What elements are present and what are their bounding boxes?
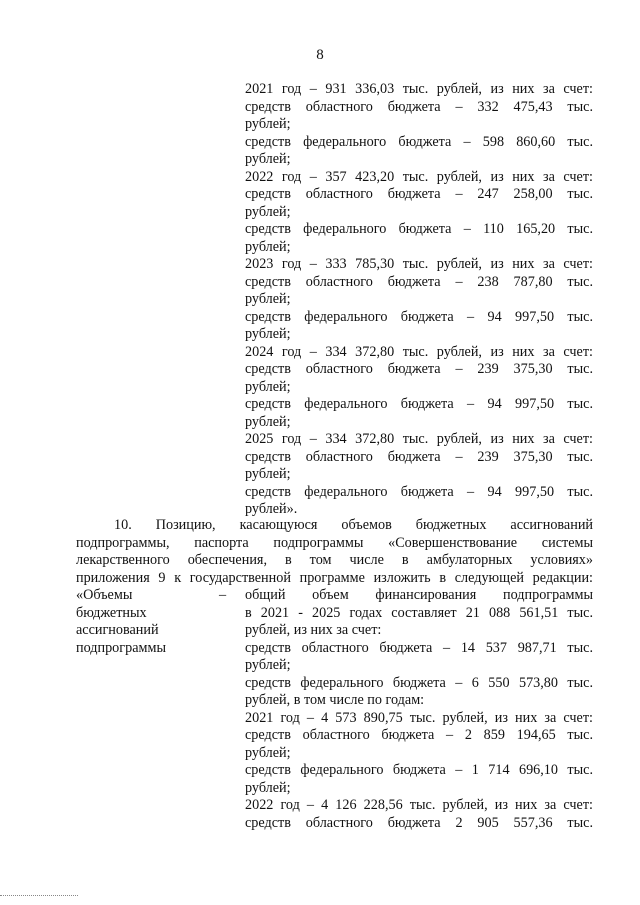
- text-line: 2023 год – 333 785,30 тыс. рублей, из них за счет:: [245, 256, 593, 272]
- text-line: 10. Позицию, касающуюся объемов бюджетных ассигнований: [114, 517, 593, 533]
- text-line: 2021 год – 4 573 890,75 тыс. рублей, из них за счет:: [245, 709, 593, 726]
- text-line: средств областного бюджета – 2 859 194,65 тыс.: [245, 727, 593, 743]
- text-line: 2024 год – 334 372,80 тыс. рублей, из них за счет:: [245, 343, 593, 360]
- text-line: средств федерального бюджета – 94 997,50 тыс.: [245, 483, 593, 500]
- subprogram-funding-block: [245, 587, 593, 832]
- text-line: рублей;: [245, 378, 291, 395]
- text-line: рублей».: [245, 501, 298, 517]
- text-line: рублей;: [245, 466, 291, 482]
- text-line: средств областного бюджета – 238 787,80 тыс.: [245, 273, 593, 290]
- text-line: 2025 год – 334 372,80 тыс. рублей, из них за счет:: [245, 431, 593, 447]
- text-line: средств федерального бюджета – 6 550 573,80 тыс.: [245, 674, 593, 691]
- text-line: ассигнований: [76, 622, 159, 638]
- text-line: приложения 9 к государственной программе изложить в следующей редакции:: [76, 569, 593, 586]
- text-line: бюджетных: [76, 604, 147, 621]
- text-line: средств областного бюджета – 14 537 987,71 тыс.: [245, 639, 593, 656]
- text-line: «Объемы: [76, 587, 133, 603]
- text-line: общий объем финансирования подпрограммы: [245, 587, 593, 603]
- paragraph-10: [76, 517, 593, 587]
- text-line: подпрограммы, паспорта подпрограммы «Совершенствование системы: [76, 534, 593, 551]
- footer-divider: [0, 895, 78, 896]
- budget-allocation-label: [76, 587, 226, 657]
- text-line: рублей;: [245, 744, 291, 761]
- text-line: в 2021 - 2025 годах составляет 21 088 561,51 тыс.: [245, 604, 593, 621]
- text-line: рублей;: [245, 116, 291, 132]
- text-line: рублей;: [245, 238, 291, 255]
- text-line: рублей;: [245, 151, 291, 167]
- text-line: лекарственного обеспечения, в том числе в амбулаторных условиях»: [76, 552, 593, 568]
- text-line: средств федерального бюджета – 94 997,50 тыс.: [245, 396, 593, 412]
- text-line: рублей;: [245, 413, 291, 430]
- text-line: рублей;: [245, 779, 291, 796]
- text-line: средств областного бюджета – 239 375,30 тыс.: [245, 448, 593, 465]
- text-line: 2022 год – 357 423,20 тыс. рублей, из них за счет:: [245, 168, 593, 185]
- funding-by-year-block: [245, 81, 593, 519]
- text-line: средств федерального бюджета – 598 860,60 тыс.: [245, 133, 593, 150]
- text-line: рублей;: [245, 291, 291, 307]
- text-line: средств федерального бюджета – 1 714 696,10 тыс.: [245, 762, 593, 778]
- text-line: рублей;: [245, 657, 291, 673]
- text-line: средств областного бюджета 2 905 557,36 тыс.: [245, 814, 593, 831]
- text-line: рублей, в том числе по годам:: [245, 692, 425, 708]
- text-line: средств областного бюджета – 239 375,30 тыс.: [245, 361, 593, 377]
- page-number: 8: [316, 47, 324, 63]
- label-dash: –: [219, 587, 227, 603]
- text-line: средств областного бюджета – 247 258,00 тыс.: [245, 186, 593, 202]
- text-line: средств областного бюджета – 332 475,43 тыс.: [245, 98, 593, 115]
- text-line: рублей, из них за счет:: [245, 622, 382, 638]
- text-line: рублей;: [245, 203, 291, 220]
- text-line: средств федерального бюджета – 110 165,20 тыс.: [245, 221, 593, 237]
- text-line: 2022 год – 4 126 228,56 тыс. рублей, из них за счет:: [245, 797, 593, 813]
- text-line: средств федерального бюджета – 94 997,50 тыс.: [245, 308, 593, 325]
- text-line: рублей;: [245, 326, 291, 342]
- text-line: подпрограммы: [76, 639, 166, 656]
- text-line: 2021 год – 931 336,03 тыс. рублей, из них за счет:: [245, 81, 593, 97]
